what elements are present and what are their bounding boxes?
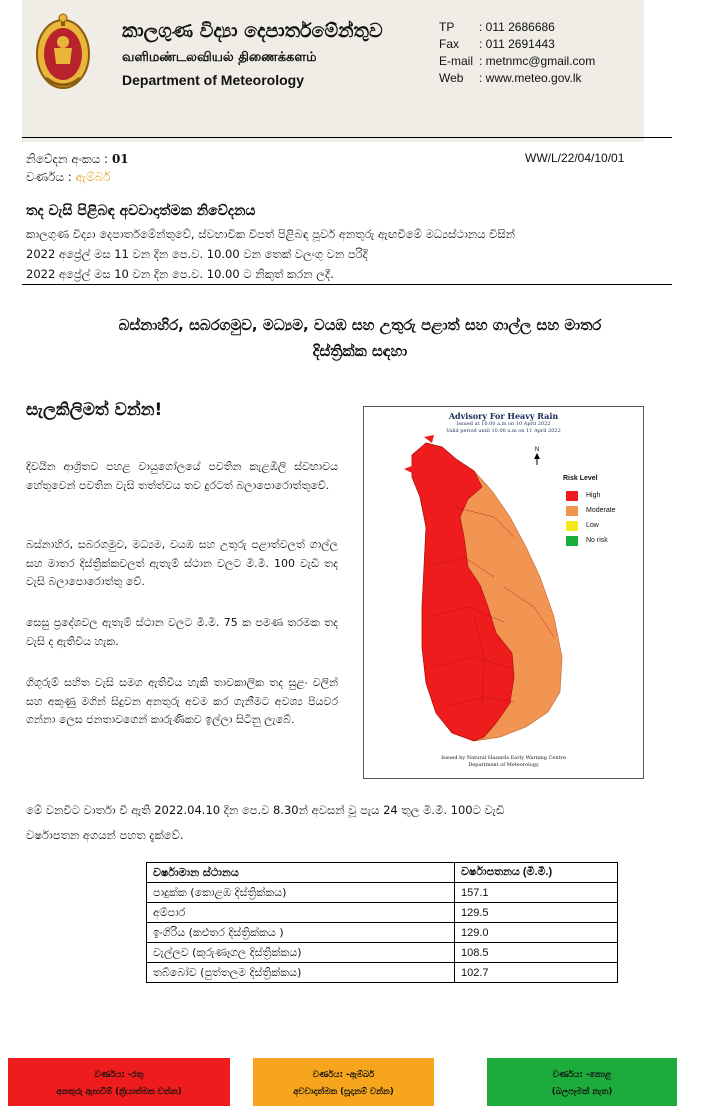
- reference-number: WW/L/22/04/10/01: [525, 151, 625, 165]
- legend-swatch: [566, 536, 578, 546]
- table-row: [147, 903, 618, 923]
- rainfall-cell: 102.7: [455, 963, 618, 983]
- station-cell: ඉංගිරිය (කළුතර දිස්ත්‍රික්කය ): [147, 923, 455, 943]
- footer-green-box: [487, 1058, 677, 1106]
- footer-red-title: වර්ණය: -රතු: [94, 1070, 144, 1080]
- legend-swatch: [566, 521, 578, 531]
- notice-title: තද වැසි පිළිබඳ අවවාදාත්මක නිවේදනය: [26, 203, 256, 219]
- legend-item-low: [566, 518, 616, 533]
- rainfall-table: [146, 862, 618, 983]
- contact-block: [439, 20, 595, 88]
- sri-lanka-emblem-icon: [34, 12, 92, 94]
- contact-label: Web: [439, 71, 464, 85]
- table-row: [147, 963, 618, 983]
- footer-red-desc: අනතුරු ඇඟවීම් (ක්‍රියාත්මක වන්න): [56, 1087, 182, 1097]
- map-footer-department: Department of Meteorology: [468, 762, 539, 768]
- notice-line: 2022 අප්‍රේල් මස 11 වන දින පෙ.ව. 10.00 වන තෙක් වලංගු වන පරිදි: [26, 247, 368, 261]
- rainfall-cell: 129.5: [455, 903, 618, 923]
- advisory-map: [363, 406, 644, 779]
- table-header-row: [147, 863, 618, 883]
- table-row: [147, 943, 618, 963]
- contact-label: TP: [439, 20, 455, 34]
- legend-label: High: [586, 492, 601, 499]
- notice-line: කාලගුණ විද්‍යා දෙපාර්තමේන්තුවේ, ස්වභාවික විපත් පිළිබඳ පූර්ව අනතුරු ඇඟවීමේ මධ්‍යස්ථානය විසින්: [26, 227, 516, 241]
- footer-amber-title: වර්ණය: -ඇම්බර්: [312, 1070, 375, 1080]
- contact-fax: [439, 37, 595, 54]
- station-cell: පාදුක්ක (කොළඹ දිස්ත්‍රික්කය): [147, 883, 455, 903]
- station-cell: වැල්ලව (කුරුණෑගල දිස්ත්‍රික්කය): [147, 943, 455, 963]
- divider: [22, 137, 672, 138]
- letterhead: [22, 0, 644, 142]
- legend-item-high: [566, 488, 616, 503]
- contact-label: Fax: [439, 37, 460, 51]
- footer-green-title: වර්ණය: -කොළ: [552, 1070, 612, 1080]
- rainfall-cell: 157.1: [455, 883, 618, 903]
- notice-meta: [26, 150, 129, 186]
- org-name-sinhala: කාලගුණ විද්‍යා දෙපාර්තමේන්තුව: [122, 20, 383, 42]
- areas-line: දිස්ත්‍රික්ක සඳහා: [312, 342, 408, 360]
- legend-item-moderate: [566, 503, 616, 518]
- header-rainfall: වර්ෂාපතනය (මි.මී.): [455, 863, 618, 883]
- paragraph-3: සෙසු ප්‍රදේශවල ඇතැම් ස්ථාන වලට මි.මී. 75 ක පමණ තරමක තද වැසි ද ඇතිවිය හැක.: [26, 616, 338, 648]
- table-row: [147, 923, 618, 943]
- paragraph-4: ගිගුරුම් සහිත වැසි සමග ඇතිවිය හැකි තාවකාලික තද සුළං වලින් සහ අකුණු මගින් සිදුවන අනතුරු අවම කර ගැනීමට අවශ්‍ය පියවර ගන්නා ලෙස ජනතාවගෙන් කාරුණිකව ඉල්ලා සිටිනු ලැබේ.: [26, 676, 338, 726]
- header-station: වර්ෂාමාන ස්ථානය: [147, 863, 455, 883]
- map-issued: Issued at 10.00 a.m on 10 April 2022: [456, 421, 551, 427]
- paragraph-2: බස්නාහිර, සබරගමුව, මධ්‍යම, වයඹ සහ උතුරු පළාත්වලත් ගාල්ල සහ මාතර දිස්ත්‍රික්කවලත් ඇතැම් ස්ථාන වලට මි.මී. 100 වැඩි තද වැසි බලාපොරොත්තු වේ.: [26, 538, 338, 588]
- map-footer-issuer: Issued by Natural Hazards Early Warning Centre: [441, 755, 566, 761]
- areas-line: බස්නාහිර, සබරගමුව, මධ්‍යම, වයඹ සහ උතුරු පළාත් සහ ගාල්ල සහ මාතර: [118, 316, 602, 334]
- map-valid: Valid period until 10.00 a.m on 11 April 2022: [446, 428, 561, 434]
- contact-email: [439, 54, 595, 71]
- notice-number-label: නිවේදන අංකය :: [26, 152, 109, 166]
- legend-label: No risk: [586, 537, 608, 544]
- legend-title: Risk Level: [563, 475, 598, 482]
- paragraph-1: දිවයින ආශ්‍රිතව පහළ වායුගෝලයේ පවතින කැළඹිලි ස්වභාවය හේතුවෙන් පවතින වැසි තත්ත්වය තව දුරටත් බලාපොරොත්තුවේ.: [26, 460, 338, 492]
- contact-phone: [439, 20, 595, 37]
- alert-heading: සැලකිලිමත් වන්න!: [26, 400, 163, 420]
- legend-swatch: [566, 491, 578, 501]
- summary-line: වර්ෂාපතන අගයන් පහත දැක්වේ.: [26, 828, 184, 842]
- table-row: [147, 883, 618, 903]
- divider: [22, 284, 672, 285]
- station-cell: තබ්බෝව (පුත්තලම දිස්ත්‍රික්කය): [147, 963, 455, 983]
- footer-amber-box: [253, 1058, 434, 1106]
- contact-value: : 011 2686686: [479, 20, 555, 34]
- contact-web-link[interactable]: : www.meteo.gov.lk: [479, 71, 582, 85]
- footer-amber-desc: අවවාදාත්මක (සූදානම් වන්න): [293, 1087, 394, 1097]
- contact-label: E-mail: [439, 54, 474, 68]
- contact-email-link[interactable]: : metnmc@gmail.com: [479, 54, 596, 68]
- north-label: N: [534, 447, 540, 453]
- affected-areas-heading: [40, 312, 680, 364]
- category-line: [26, 168, 129, 186]
- island-region: [424, 435, 434, 443]
- legend-label: Moderate: [586, 507, 616, 514]
- notice-line: 2022 අප්‍රේල් මස 10 වන දින පෙ.ව. 10.00 ට නිකුත් කරන ලදී.: [26, 267, 334, 281]
- rainfall-cell: 108.5: [455, 943, 618, 963]
- contact-value: : 011 2691443: [479, 37, 555, 51]
- category-label: වර්ණය :: [26, 170, 72, 184]
- org-name-english: Department of Meteorology: [122, 72, 305, 88]
- notice-number: 01: [111, 152, 129, 166]
- org-name-tamil: வளிமண்டலவியல் திணைக்களம்: [122, 50, 317, 65]
- notice-body: [26, 224, 666, 284]
- legend-item-no-risk: [566, 533, 616, 548]
- footer-red-box: [8, 1058, 230, 1106]
- notice-number-line: [26, 150, 129, 168]
- north-arrow-icon: [534, 453, 540, 465]
- summary-line: මේ වනවිට වාර්තා වී ඇති 2022.04.10 දින පෙ.ව 8.30න් අවසන් වූ පැය 24 තුල මි.මී. 100ට වැඩි: [26, 803, 505, 817]
- rainfall-summary: [26, 798, 686, 848]
- contact-web: [439, 71, 595, 88]
- sri-lanka-map: [364, 407, 643, 778]
- map-legend: [563, 475, 616, 548]
- map-title: Advisory For Heavy Rain: [448, 411, 559, 421]
- rainfall-cell: 129.0: [455, 923, 618, 943]
- footer-green-desc: (බලපෑමක් නැත): [551, 1087, 613, 1097]
- legend-swatch: [566, 506, 578, 516]
- category-value: ඇම්බර්: [75, 170, 111, 184]
- station-cell: අම්පාර: [147, 903, 455, 923]
- legend-label: Low: [586, 522, 599, 529]
